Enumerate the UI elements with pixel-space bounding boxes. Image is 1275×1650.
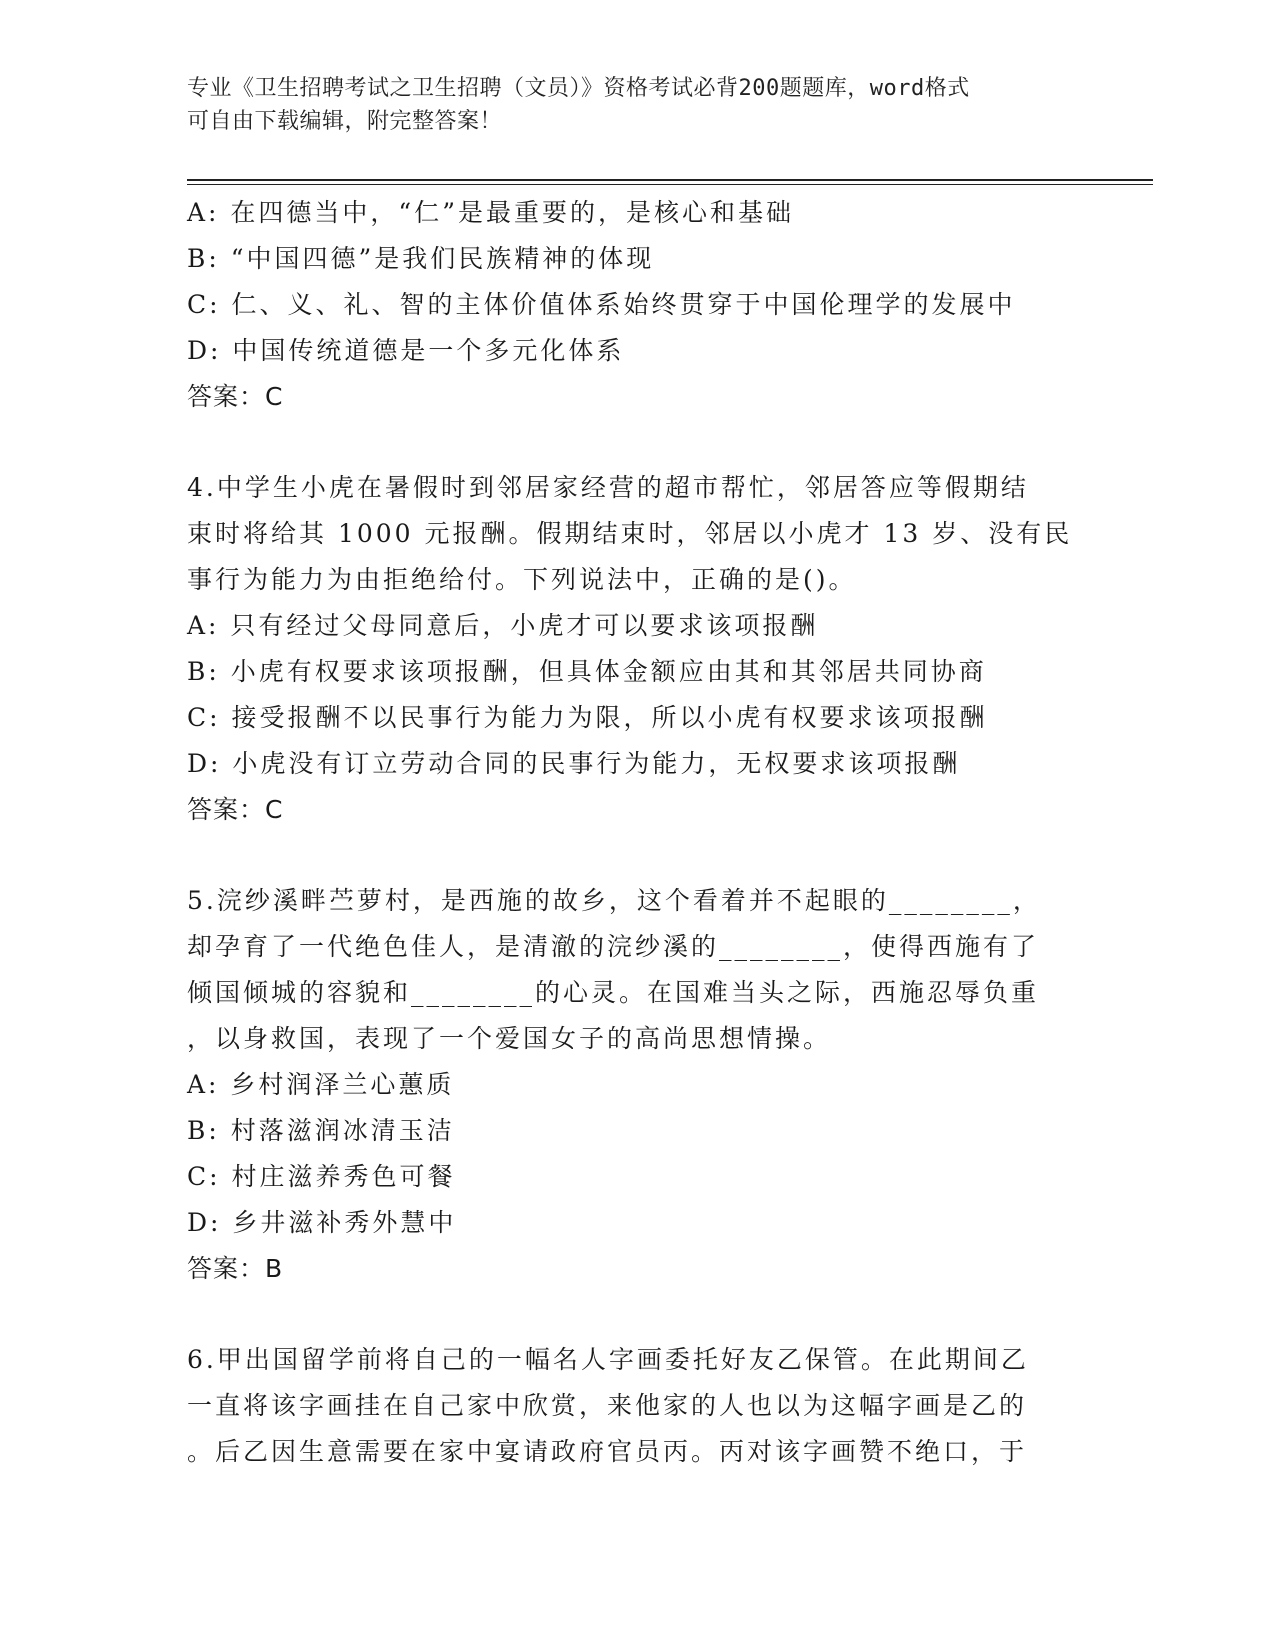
question-5-answer: 答案：B xyxy=(187,1254,284,1283)
document-body xyxy=(187,190,1073,1475)
document-header xyxy=(187,72,1067,138)
header-divider-thin xyxy=(187,184,1153,185)
spacer xyxy=(187,420,1067,465)
question-5-stem-line-2: 却孕育了一代绝色佳人，是清澈的浣纱溪的________，使得西施有了 xyxy=(187,932,1040,961)
question-5-option-a: A: 乡村润泽兰心蕙质 xyxy=(187,1070,455,1099)
question-3-block xyxy=(187,190,1067,420)
header-divider-thick xyxy=(187,179,1153,181)
spacer xyxy=(187,833,1067,878)
question-3-option-b: B: “中国四德”是我们民族精神的体现 xyxy=(187,244,655,273)
question-4-stem-line-3: 事行为能力为由拒绝给付。下列说法中，正确的是()。 xyxy=(187,565,857,594)
question-5-block xyxy=(187,878,1067,1292)
question-4-option-d: D: 小虎没有订立劳动合同的民事行为能力，无权要求该项报酬 xyxy=(187,749,961,778)
spacer xyxy=(187,1292,1067,1337)
question-5-option-b: B: 村落滋润冰清玉洁 xyxy=(187,1116,455,1145)
question-5-option-d: D: 乡井滋补秀外慧中 xyxy=(187,1208,457,1237)
question-4-stem-line-1: 4.中学生小虎在暑假时到邻居家经营的超市帮忙，邻居答应等假期结 xyxy=(187,473,1029,502)
question-3-option-d: D: 中国传统道德是一个多元化体系 xyxy=(187,336,625,365)
question-3-option-c: C: 仁、义、礼、智的主体价值体系始终贯穿于中国伦理学的发展中 xyxy=(187,290,1016,319)
question-6-block xyxy=(187,1337,1067,1475)
question-3-option-a: A: 在四德当中，“仁”是最重要的，是核心和基础 xyxy=(187,198,794,227)
question-5-stem-line-4: ，以身救国，表现了一个爱国女子的高尚思想情操。 xyxy=(187,1024,832,1053)
question-6-stem-line-3: 。后乙因生意需要在家中宴请政府官员丙。丙对该字画赞不绝口，于 xyxy=(187,1437,1028,1466)
header-title-line-2: 可自由下载编辑，附完整答案！ xyxy=(187,109,503,134)
question-4-option-a: A: 只有经过父母同意后，小虎才可以要求该项报酬 xyxy=(187,611,819,640)
question-4-block xyxy=(187,465,1073,833)
question-4-answer: 答案：C xyxy=(187,795,284,824)
header-title-line-1: 专业《卫生招聘考试之卫生招聘（文员）》资格考试必背200题题库，word格式 xyxy=(187,76,970,101)
question-4-option-c: C: 接受报酬不以民事行为能力为限，所以小虎有权要求该项报酬 xyxy=(187,703,988,732)
question-6-stem-line-2: 一直将该字画挂在自己家中欣赏，来他家的人也以为这幅字画是乙的 xyxy=(187,1391,1028,1420)
question-4-option-b: B: 小虎有权要求该项报酬，但具体金额应由其和其邻居共同协商 xyxy=(187,657,987,686)
question-5-option-c: C: 村庄滋养秀色可餐 xyxy=(187,1162,456,1191)
question-5-stem-line-3: 倾国倾城的容貌和________的心灵。在国难当头之际，西施忍辱负重 xyxy=(187,978,1040,1007)
question-6-stem-line-1: 6.甲出国留学前将自己的一幅名人字画委托好友乙保管。在此期间乙 xyxy=(187,1345,1029,1374)
question-5-stem-line-1: 5.浣纱溪畔苎萝村，是西施的故乡，这个看着并不起眼的________， xyxy=(187,886,1041,915)
question-4-stem-line-2: 束时将给其 1000 元报酬。假期结束时，邻居以小虎才 13 岁、没有民 xyxy=(187,519,1073,548)
question-3-answer: 答案：C xyxy=(187,382,284,411)
